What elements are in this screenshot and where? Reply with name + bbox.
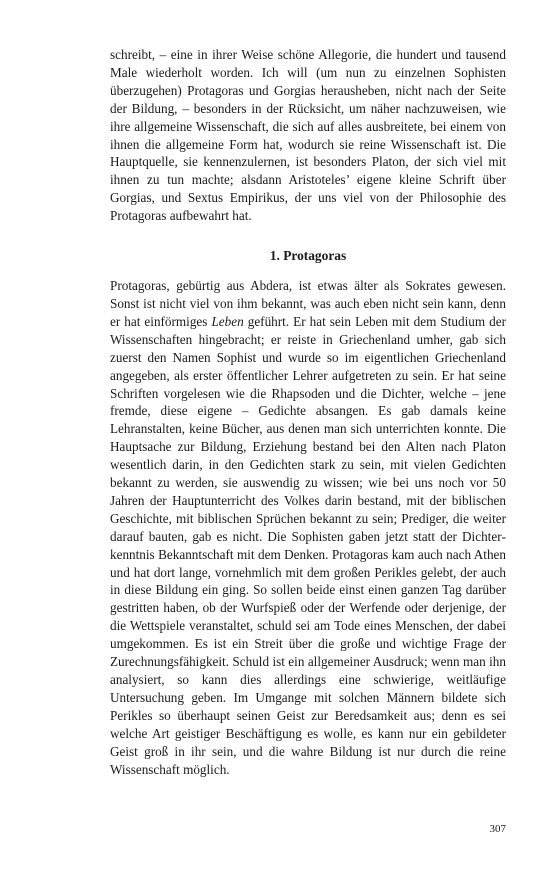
main-text-part-2: geführt. Er hat sein Leben mit dem Studium der Wissenschaften hingebracht; er reiste in Griechenland umher, gab sich zuerst den Namen Sophist und wurde so im eigentlichen Griechenland angegeben, als erster öffentlicher Lehrer aufgetreten zu sein. Er hat seine Schriften vorgelesen wie die Rhapsoden und die Dichter, welche – jene fremde, diese eigene – Gedichte absangen. Es gab damals keine Lehranstalten, keine Bücher, aus denen man sich unterrichten konnte. Die Hauptsache zur Bildung, Erziehung bestand bei den Alten nach Platon wesentlich darin, in den Gedichten stark zu sein, mit vielen Gedichten bekannt zu werden, sie auswendig zu wissen; wie bei uns noch vor 50 Jahren der Hauptunterricht des Volkes darin bestand, mit der biblischen Geschichte, mit biblischen Sprüchen bekannt zu sein; Prediger, die weiter darauf bauten, gab es nicht. Die Sophisten gaben jetzt statt der Dichterkenntnis Bekanntschaft mit dem Denken. Protagoras kam auch nach Athen und hat dort lange, vornehmlich mit dem großen Perikles gelebt, der auch in diese Bildung ein ging. So sollen beide einst einen ganzen Tag darüber gestritten haben, ob der Wurfspieß oder der Werfende oder derjenige, der die Wettspiele veranstaltet, schuld sei am Tode eines Menschen, der dabei umgekommen. Es ist ein Streit über die große und wichtige Frage der Zurechnungsfähigkeit. Schuld ist ein allgemeiner Ausdruck; wenn man ihn analysiert, so kann dies allerdings eine schwierige, weitläufige Untersuchung geben. Im Umgange mit solchen Männern bildete sich Perikles so überhaupt seinen Geist zur Beredsamkeit aus; denn es sei welche Art geistiger Beschäftigung es wolle, es kann nur ein gebildeter Geist groß in ihr sein, und die wahre Bildung ist nur durch die reine Wissenschaft möglich. xyxy=(110,313,506,777)
emphasized-word: Leben xyxy=(211,313,244,329)
page-number: 307 xyxy=(489,823,506,835)
intro-paragraph xyxy=(110,46,506,225)
section-heading: 1. Protagoras xyxy=(269,248,347,264)
page-body xyxy=(110,46,506,778)
main-paragraph xyxy=(110,277,506,778)
intro-text: schreibt, – eine in ihrer Weise schöne Allegorie, die hundert und tausend Male wiederholt worden. Ich will (um nun zu einzelnen Sophisten überzugehen) Protagoras und Gorgias herausheben, nicht nach der Seite der Bildung, – besonders in der Rücksicht, um näher nachzuweisen, wie ihre allgemeine Wissenschaft, die sich auf alles ausbreitete, bei einem von ihnen die allgemeine Form hat, wodurch sie reine Wissenschaft ist. Die Hauptquelle, sie kennenzulernen, ist besonders Platon, der sich viel mit ihnen zu tun machte; alsdann Aristoteles’ eigene kleine Schrift über Gorgias, und Sextus Empirikus, der uns viel von der Philosophie des Protagoras aufbewahrt hat. xyxy=(110,47,506,224)
main-text-part-1: Protagoras, gebürtig aus Abdera, ist etwas älter als Sokrates gewesen. Sonst ist nicht viel von ihm bekannt, was auch eben nicht sein kann, denn er hat einförmiges xyxy=(110,278,506,329)
